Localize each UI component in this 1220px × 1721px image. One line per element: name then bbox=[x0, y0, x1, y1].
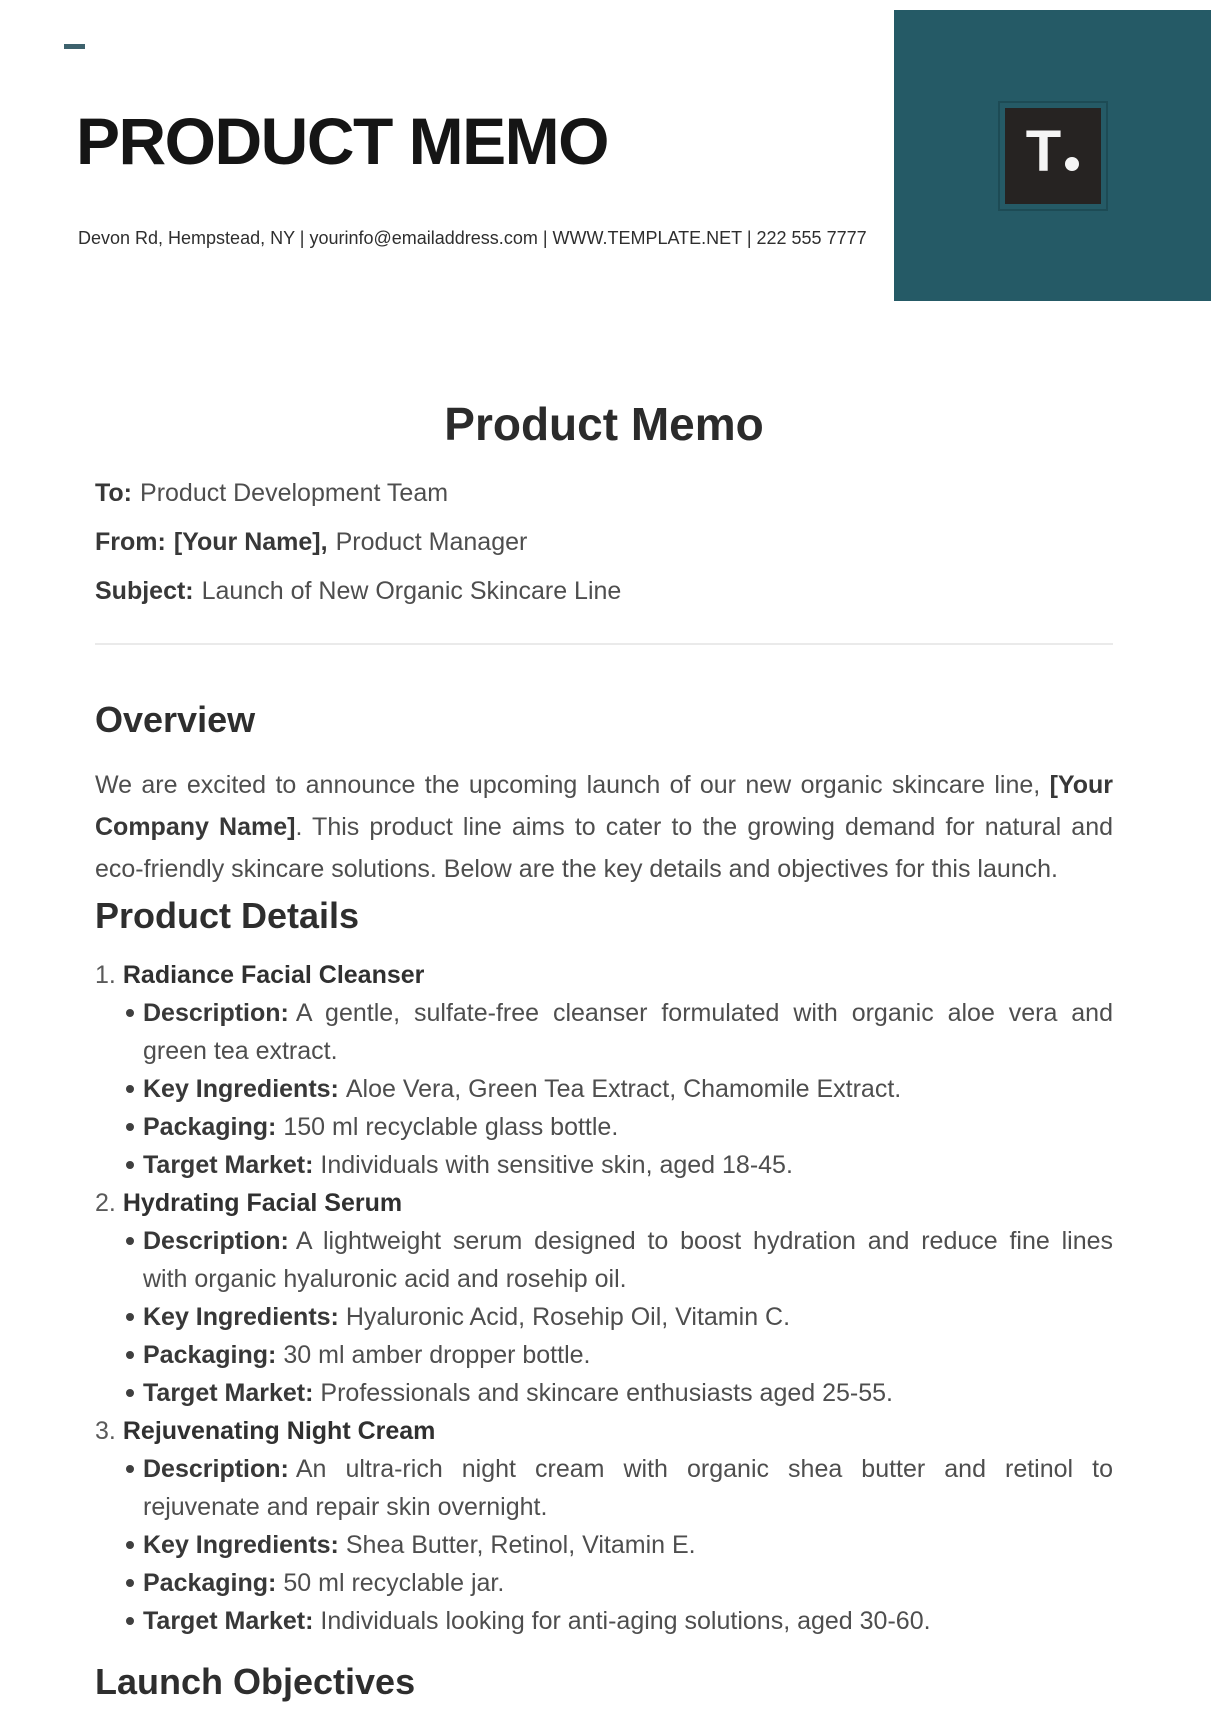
product-heading bbox=[95, 956, 1113, 994]
divider bbox=[95, 643, 1113, 645]
field-subject bbox=[95, 576, 1113, 606]
product-heading bbox=[95, 1184, 1113, 1222]
field-label: To: bbox=[95, 479, 133, 507]
overview-text-start: We are excited to announce the upcoming launch of our new organic skincare line, bbox=[95, 771, 1050, 799]
bullet-dot-icon bbox=[126, 1237, 134, 1245]
bullet-text: 150 ml recyclable glass bottle. bbox=[283, 1113, 619, 1141]
product-list bbox=[95, 956, 1113, 1640]
product-item bbox=[95, 956, 1113, 1184]
bullet-item bbox=[95, 1298, 1113, 1336]
product-number: 3. bbox=[95, 1417, 116, 1445]
template-logo-icon bbox=[1005, 108, 1101, 204]
bullet-dot-icon bbox=[126, 1085, 134, 1093]
bullet-label: Packaging: bbox=[143, 1341, 277, 1369]
bullet-dot-icon bbox=[126, 1351, 134, 1359]
bullet-item bbox=[95, 1564, 1113, 1602]
field-from bbox=[95, 527, 1113, 557]
bullet-item bbox=[95, 994, 1113, 1070]
product-name: Hydrating Facial Serum bbox=[122, 1189, 403, 1217]
bullet-text: Professionals and skincare enthusiasts aged 25-55. bbox=[320, 1379, 893, 1407]
bullet-label: Target Market: bbox=[143, 1607, 314, 1635]
bullet-item bbox=[95, 1450, 1113, 1526]
contact-line: Devon Rd, Hempstead, NY | yourinfo@emailaddress.com | WWW.TEMPLATE.NET | 222 555 7777 bbox=[78, 228, 867, 248]
bullet-item bbox=[95, 1108, 1113, 1146]
memo-fields bbox=[95, 478, 1113, 606]
bullet-text: 30 ml amber dropper bottle. bbox=[283, 1341, 591, 1369]
bullet-dot-icon bbox=[126, 1465, 134, 1473]
product-number: 1. bbox=[95, 961, 116, 989]
logo-frame bbox=[998, 101, 1108, 211]
bullet-item bbox=[95, 1146, 1113, 1184]
bullet-dot-icon bbox=[126, 1617, 134, 1625]
bullet-label: Key Ingredients: bbox=[143, 1531, 339, 1559]
product-item bbox=[95, 1412, 1113, 1640]
bullet-item bbox=[95, 1222, 1113, 1298]
product-item bbox=[95, 1184, 1113, 1412]
overview-text-bold: [Your Company Name] bbox=[95, 771, 1113, 841]
product-name: Radiance Facial Cleanser bbox=[122, 961, 425, 989]
product-number: 2. bbox=[95, 1189, 116, 1217]
letterhead bbox=[0, 0, 1220, 300]
memo-title: Product Memo bbox=[444, 398, 764, 450]
bullet-text: Hyaluronic Acid, Rosehip Oil, Vitamin C. bbox=[345, 1303, 791, 1331]
bullet-item bbox=[95, 1526, 1113, 1564]
bullet-label: Description: bbox=[143, 1227, 289, 1255]
bullet-label: Target Market: bbox=[143, 1151, 314, 1179]
bullet-label: Description: bbox=[143, 999, 289, 1027]
bullet-text: A gentle, sulfate-free cleanser formulated with organic aloe vera and green tea extract. bbox=[143, 999, 1113, 1065]
field-strong: [Your Name], bbox=[173, 528, 328, 556]
logo-letter: T bbox=[1025, 118, 1062, 184]
bullet-dot-icon bbox=[126, 1389, 134, 1397]
field-label: From: bbox=[95, 528, 166, 556]
bullet-dot-icon bbox=[126, 1541, 134, 1549]
memo-content bbox=[95, 396, 1113, 1704]
bullet-dot-icon bbox=[126, 1579, 134, 1587]
bullet-label: Packaging: bbox=[143, 1569, 277, 1597]
field-label: Subject: bbox=[95, 577, 194, 605]
logo-dot bbox=[1065, 157, 1079, 171]
bullet-text: Shea Butter, Retinol, Vitamin E. bbox=[345, 1531, 696, 1559]
overview-paragraph bbox=[95, 764, 1113, 890]
field-value: Product Development Team bbox=[140, 479, 449, 507]
field-value: Product Manager bbox=[335, 528, 528, 556]
bullet-dot-icon bbox=[126, 1009, 134, 1017]
bullet-text: 50 ml recyclable jar. bbox=[283, 1569, 505, 1597]
bullet-item bbox=[95, 1336, 1113, 1374]
bullet-text: A lightweight serum designed to boost hydration and reduce fine lines with organic hyaluronic acid and rosehip oil. bbox=[143, 1227, 1113, 1293]
field-value: Launch of New Organic Skincare Line bbox=[201, 577, 622, 605]
bullet-text: Aloe Vera, Green Tea Extract, Chamomile Extract. bbox=[345, 1075, 902, 1103]
bullet-dot-icon bbox=[126, 1123, 134, 1131]
overview-text-end: . This product line aims to cater to the growing demand for natural and eco-friendly skincare solutions. Below are the key details and objectives for this launch. bbox=[95, 813, 1113, 883]
section-heading-overview: Overview bbox=[95, 699, 256, 740]
section-heading-product-details: Product Details bbox=[95, 895, 360, 936]
bullet-item bbox=[95, 1374, 1113, 1412]
letterhead-title: PRODUCT MEMO bbox=[76, 104, 608, 178]
brand-panel bbox=[894, 10, 1211, 301]
product-heading bbox=[95, 1412, 1113, 1450]
bullet-text: An ultra-rich night cream with organic shea butter and retinol to rejuvenate and repair skin overnight. bbox=[143, 1455, 1113, 1521]
bullet-label: Description: bbox=[143, 1455, 289, 1483]
bullet-text: Individuals looking for anti-aging solutions, aged 30-60. bbox=[320, 1607, 931, 1635]
bullet-label: Target Market: bbox=[143, 1379, 314, 1407]
bullet-item bbox=[95, 1602, 1113, 1640]
bullet-item bbox=[95, 1070, 1113, 1108]
bullet-dot-icon bbox=[126, 1313, 134, 1321]
bullet-text: Individuals with sensitive skin, aged 18-45. bbox=[320, 1151, 793, 1179]
bullet-dot-icon bbox=[126, 1161, 134, 1169]
accent-dash bbox=[64, 44, 85, 49]
section-heading-launch-objectives: Launch Objectives bbox=[95, 1661, 416, 1702]
product-name: Rejuvenating Night Cream bbox=[122, 1417, 436, 1445]
bullet-label: Key Ingredients: bbox=[143, 1303, 339, 1331]
bullet-label: Key Ingredients: bbox=[143, 1075, 339, 1103]
bullet-label: Packaging: bbox=[143, 1113, 277, 1141]
field-to bbox=[95, 478, 1113, 508]
